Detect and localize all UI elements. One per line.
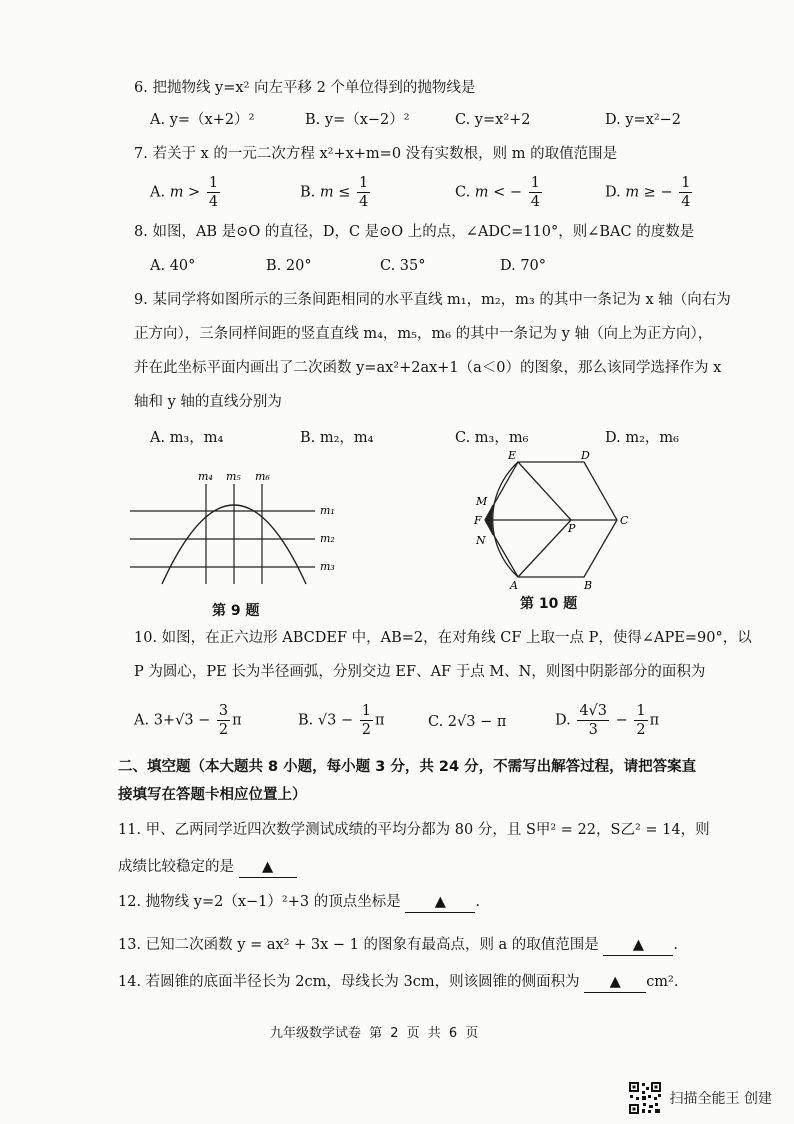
figure-10-hexagon [470, 450, 640, 590]
q11-line-2: 成绩比较稳定的是 ▲ [118, 857, 297, 878]
q8-option-c: C. 35° [380, 258, 426, 274]
label-C: C [620, 514, 629, 527]
q9-option-c: C. m₃，m₆ [455, 430, 529, 446]
q8-option-b: B. 20° [266, 258, 312, 274]
q8-stem: 8. 如图，AB 是⊙O 的直径，D，C 是⊙O 上的点，∠ADC=110°，则∠BAC 的度数是 [134, 224, 695, 240]
q6-option-d: D. y=x²−2 [605, 112, 682, 128]
label-m6: m₆ [255, 470, 270, 483]
q7-option-d: D. m ≥ − $\frac{1}{4}$ [605, 175, 691, 210]
q6-stem: 6. 把抛物线 y=x² 向左平移 2 个单位得到的抛物线是 [134, 80, 476, 96]
label-m1: m₁ [320, 504, 335, 517]
label-m2: m₂ [320, 532, 335, 545]
q14-line: 14. 若圆锥的底面半径长为 2cm，母线长为 3cm，则该圆锥的侧面积为 ▲ cm². [118, 972, 678, 993]
label-m5: m₅ [226, 470, 241, 483]
section-2-heading-line-1: 二、填空题（本大题共 8 小题，每小题 3 分，共 24 分，不需写出解答过程，请把答案直 [118, 759, 697, 775]
q10-line-1: 10. 如图，在正六边形 ABCDEF 中，AB=2，在对角线 CF 上取一点 P，使得∠APE=90°，以 [134, 630, 752, 646]
q8-option-a: A. 40° [150, 258, 196, 274]
q7-option-c: C. m < − $\frac{1}{4}$ [455, 175, 540, 210]
q6-option-b: B. y=（x−2）² [305, 112, 410, 128]
figure-9-caption: 第 9 题 [212, 603, 260, 619]
page-footer: 九年级数学试卷 第 2 页 共 6 页 [270, 1026, 479, 1041]
q9-option-d: D. m₂，m₆ [605, 430, 679, 446]
q9-option-a: A. m₃，m₄ [150, 430, 224, 446]
q7-option-a: A. m > $\frac{1}{4}$ [150, 175, 219, 210]
q13-line: 13. 已知二次函数 y = ax² + 3x − 1 的图象有最高点，则 a 的取值范围是 ▲ . [118, 935, 678, 956]
label-M: M [476, 495, 488, 508]
q9-option-b: B. m₂，m₄ [300, 430, 374, 446]
q11-answer-blank[interactable]: ▲ [239, 857, 297, 878]
q6-option-a: A. y=（x+2）² [150, 112, 255, 128]
label-E: E [508, 450, 517, 462]
watermark-text: 扫描全能王 创建 [669, 1091, 772, 1107]
scanner-watermark [628, 1080, 772, 1116]
q12-line: 12. 抛物线 y=2（x−1）²+3 的顶点坐标是 ▲ . [118, 892, 480, 913]
figure-10-caption: 第 10 题 [520, 596, 578, 612]
q6-option-c: C. y=x²+2 [455, 112, 531, 128]
q13-answer-blank[interactable]: ▲ [603, 935, 673, 956]
label-m4: m₄ [198, 470, 213, 483]
q10-line-2: P 为圆心，PE 长为半径画弧，分别交边 EF、AF 于点 M、N，则图中阴影部分的面积为 [134, 664, 706, 680]
q9-line-2: 正方向），三条同样间距的竖直直线 m₄，m₅，m₆ 的其中一条记为 y 轴（向上为正方向）， [134, 326, 713, 342]
q8-option-d: D. 70° [500, 258, 547, 274]
label-m3: m₃ [320, 560, 335, 573]
section-2-heading-line-2: 接填写在答题卡相应位置上） [118, 787, 307, 803]
q10-option-c: C. 2√3 − π [428, 714, 507, 730]
label-P: P [568, 522, 576, 535]
label-B: B [584, 579, 593, 590]
q14-answer-blank[interactable]: ▲ [584, 972, 646, 993]
q12-answer-blank[interactable]: ▲ [405, 892, 475, 913]
qr-code-icon [628, 1081, 662, 1115]
q11-line-1: 11. 甲、乙两同学近四次数学测试成绩的平均分都为 80 分，且 S甲² = 22，S乙² = 14，则 [118, 822, 710, 838]
q10-option-a: A. 3+√3 − $\frac{3}{2}$ π [134, 703, 242, 738]
q10-option-d: D. $\frac{4√3}{3}$ − $\frac{1}{2}$ π [555, 703, 660, 738]
label-D: D [581, 450, 590, 462]
q7-option-b: B. m ≤ $\frac{1}{4}$ [300, 175, 369, 210]
label-F: F [474, 514, 482, 527]
label-A: A [510, 579, 518, 590]
q9-line-3: 并在此坐标平面内画出了二次函数 y=ax²+2ax+1（a＜0）的图象，那么该同学选择作为 x [134, 360, 722, 376]
q10-option-b: B. √3 − $\frac{1}{2}$ π [298, 703, 385, 738]
figure-9-parabola-grid [130, 466, 350, 586]
q9-line-4: 轴和 y 轴的直线分别为 [134, 394, 282, 410]
q7-stem: 7. 若关于 x 的一元二次方程 x²+x+m=0 没有实数根，则 m 的取值范围是 [134, 146, 618, 162]
q9-line-1: 9. 某同学将如图所示的三条间距相同的水平直线 m₁，m₂，m₃ 的其中一条记为 x 轴（向右为 [134, 292, 731, 308]
label-N: N [476, 534, 486, 547]
